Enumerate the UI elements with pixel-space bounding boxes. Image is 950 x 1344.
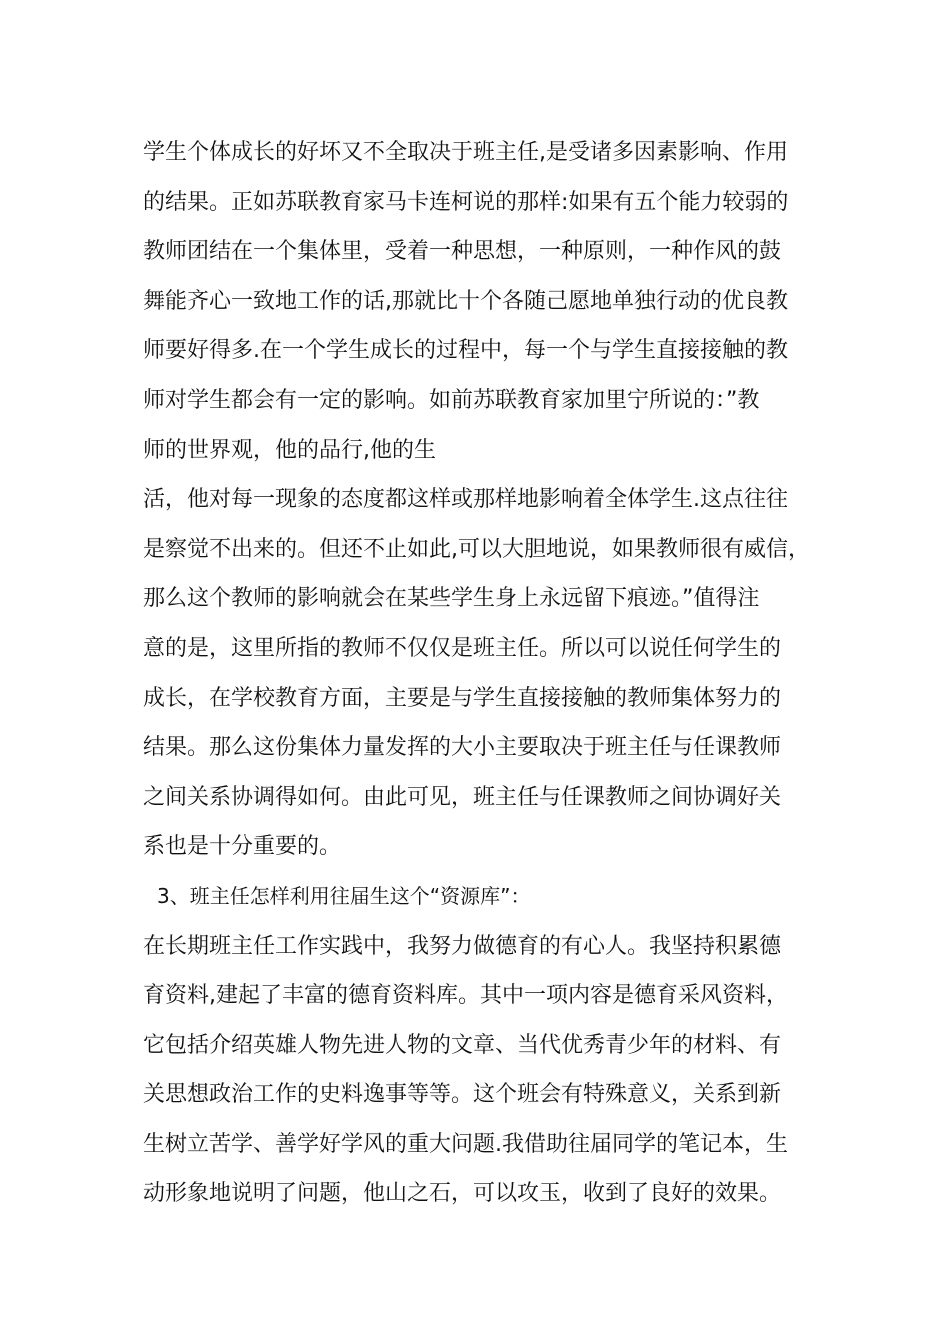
body-line: 育资料,建起了丰富的德育资料库。其中一项内容是德育采风资料， (143, 983, 788, 1009)
body-line: 的结果。正如苏联教育家马卡连柯说的那样:如果有五个能力较弱的 (143, 189, 789, 215)
body-line: 教师团结在一个集体里，受着一种思想，一种原则，一种作风的鼓 (143, 239, 782, 265)
body-line: 意的是，这里所指的教师不仅仅是班主任。所以可以说任何学生的 (143, 635, 782, 661)
section-heading: 3、班主任怎样利用往届生这个“资源库”： (157, 883, 531, 908)
body-line: 师的世界观，他的品行,他的生 (143, 437, 436, 463)
body-line: 之间关系协调得如何。由此可见，班主任与任课教师之间协调好关 (143, 784, 782, 810)
body-line: 师要好得多.在一个学生成长的过程中，每一个与学生直接接触的教 (143, 338, 788, 364)
body-line: 学生个体成长的好坏又不全取决于班主任,是受诸多因素影响、作用 (143, 140, 788, 165)
document-body (143, 128, 823, 1219)
body-line: 系也是十分重要的。 (143, 834, 342, 860)
body-line: 是察觉不出来的。但还不止如此,可以大胆地说，如果教师很有威信， (143, 536, 810, 562)
body-line: 在长期班主任工作实践中，我努力做德育的有心人。我坚持积累德 (143, 933, 782, 959)
body-line: 关思想政治工作的史料逸事等等。这个班会有特殊意义，关系到新 (143, 1082, 782, 1108)
body-line: 生树立苦学、善学好学风的重大问题.我借助往届同学的笔记本，生 (143, 1131, 788, 1157)
body-line: 师对学生都会有一定的影响。如前苏联教育家加里宁所说的：”教 (143, 387, 760, 413)
body-line: 结果。那么这份集体力量发挥的大小主要取决于班主任与任课教师 (143, 735, 782, 761)
body-line: 它包括介绍英雄人物先进人物的文章、当代优秀青少年的材料、有 (143, 1032, 782, 1058)
body-line: 那么这个教师的影响就会在某些学生身上永远留下痕迹。”值得注 (143, 586, 760, 612)
body-line: 舞能齐心一致地工作的话,那就比十个各随己愿地单独行动的优良教 (143, 288, 788, 314)
body-line: 活，他对每一现象的态度都这样或那样地影响着全体学生.这点往往 (143, 487, 788, 513)
body-line: 动形象地说明了问题，他山之石，可以攻玉，收到了良好的效果。 (143, 1181, 782, 1207)
body-line: 成长，在学校教育方面，主要是与学生直接接触的教师集体努力的 (143, 685, 782, 711)
